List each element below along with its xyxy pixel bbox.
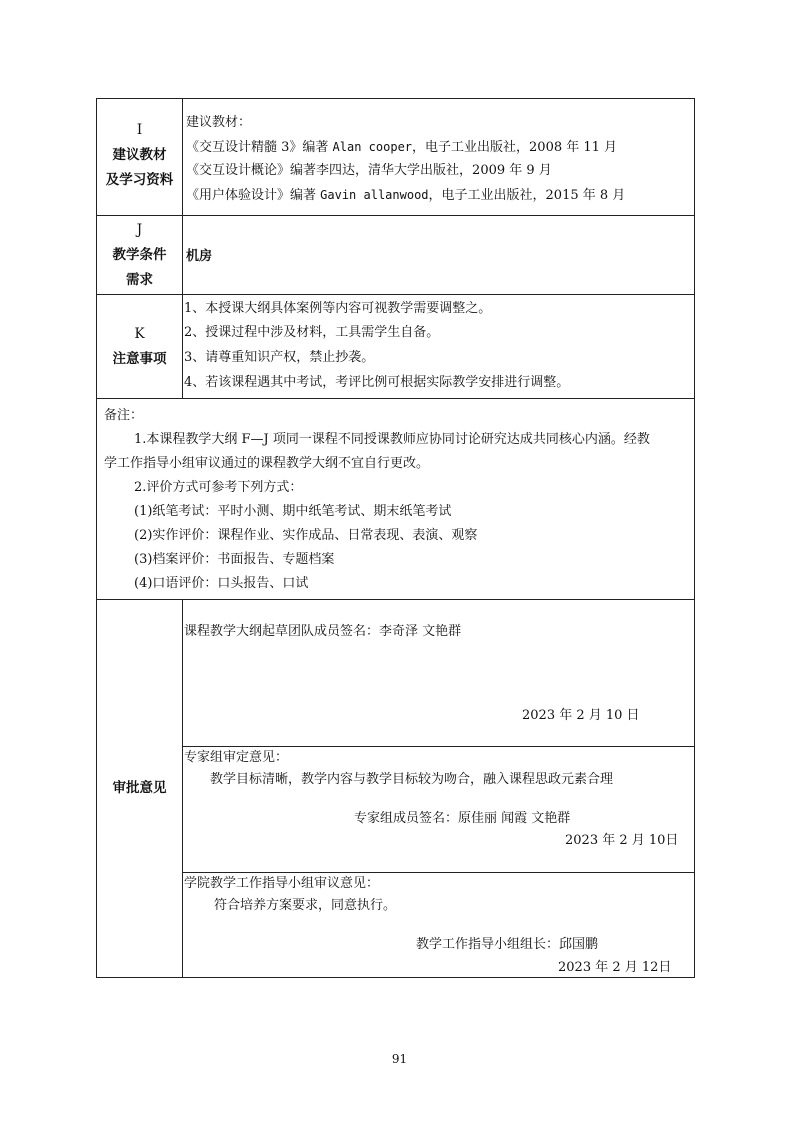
table-right-border	[694, 98, 695, 978]
remarks-method-4: (4)口语评价：口头报告、口试	[134, 576, 309, 591]
section-i-letter: I	[136, 122, 143, 138]
textbook-2-title: 《交互设计概论》	[186, 163, 291, 178]
approval-label	[97, 776, 182, 801]
textbook-1-title: 《交互设计精髓 3》	[186, 140, 303, 155]
textbook-3-rest: ，电子工业出版社，2015 年 8 月	[428, 188, 626, 203]
section-j-title-1: 教学条件	[112, 247, 167, 263]
textbook-heading: 建议教材：	[186, 115, 252, 130]
section-k-label	[97, 322, 182, 372]
section-i-title-2: 及学习资料	[105, 172, 174, 188]
table-top-border	[96, 98, 695, 99]
drafting-date: 2023 年 2 月 10 日	[522, 708, 640, 723]
textbook-1-rest: ，电子工业出版社，2008 年 11 月	[412, 140, 618, 155]
section-j-title-2: 需求	[126, 272, 153, 288]
textbook-2-author: 李四达	[316, 163, 356, 178]
page-number: 91	[391, 1052, 408, 1066]
note-item-4: 4、若该课程遇其中考试，考评比例可根据实际教学安排进行调整。	[184, 375, 570, 390]
row-divider-j-k	[96, 294, 695, 295]
remarks-line-1: 1.本课程教学大纲 F—J 项同一课程不同授课教师应协同讨论研究达成共同核心内涵。经教	[134, 432, 650, 447]
expert-signature: 专家组成员签名：原佳丽 闻霞 文艳群	[354, 811, 571, 826]
textbook-3-title: 《用户体验设计》	[186, 188, 291, 203]
textbook-2-author-pre: 编著	[290, 163, 317, 178]
college-date: 2023 年 2 月 12日	[558, 960, 672, 975]
textbook-3-author: Gavin allanwood	[320, 188, 429, 202]
expert-heading: 专家组审定意见：	[184, 750, 289, 765]
remarks-heading: 备注：	[104, 408, 144, 423]
expert-date: 2023 年 2 月 10日	[565, 833, 679, 848]
textbook-1-author-pre: 编著	[302, 140, 333, 155]
remarks-line-2: 学工作指导小组审议通过的课程教学大纲不宜自行更改。	[104, 456, 430, 471]
textbook-item-2	[186, 159, 552, 183]
remarks-method-2: (2)实作评价：课程作业、实作成品、日常表现、表演、观察	[134, 528, 478, 543]
section-k-letter: K	[134, 326, 145, 342]
conditions-value: 机房	[186, 249, 213, 264]
label-column-divider-top	[182, 98, 183, 399]
label-column-divider-bottom	[182, 599, 183, 978]
row-divider-i-j	[96, 215, 695, 216]
section-i-title-1: 建议教材	[112, 147, 167, 163]
approval-title: 审批意见	[112, 780, 167, 796]
section-j-label	[97, 218, 182, 293]
drafting-signature: 课程教学大纲起草团队成员签名：李奇泽 文艳群	[184, 624, 462, 639]
note-item-1: 1、本授课大纲具体案例等内容可视教学需要调整之。	[184, 301, 492, 316]
textbook-item-1	[186, 135, 617, 160]
remarks-method-3: (3)档案评价：书面报告、专题档案	[134, 552, 335, 567]
remarks-method-1: (1)纸笔考试：平时小测、期中纸笔考试、期末纸笔考试	[134, 504, 452, 519]
note-item-2: 2、授课过程中涉及材料，工具需学生自备。	[184, 325, 440, 340]
section-j-letter: J	[136, 222, 143, 238]
college-opinion: 符合培养方案要求，同意执行。	[214, 898, 397, 913]
row-divider-k-remarks	[96, 398, 695, 399]
note-item-3: 3、请尊重知识产权，禁止抄袭。	[184, 350, 375, 365]
college-heading: 学院教学工作指导小组审议意见：	[184, 876, 380, 891]
college-signature: 教学工作指导小组组长：邱国鹏	[416, 937, 599, 952]
textbook-item-3	[186, 183, 625, 208]
row-divider-remarks-approval	[96, 599, 695, 600]
textbook-2-rest: ，清华大学出版社，2009 年 9 月	[355, 163, 552, 178]
remarks-line-3: 2.评价方式可参考下列方式：	[134, 480, 303, 495]
section-k-title: 注意事项	[112, 351, 167, 367]
section-i-label	[97, 118, 182, 193]
expert-opinion: 教学目标清晰，教学内容与教学目标较为吻合，融入课程思政元素合理	[210, 772, 614, 787]
textbook-3-author-pre: 编著	[290, 188, 321, 203]
textbook-1-author: Alan cooper	[332, 140, 413, 154]
